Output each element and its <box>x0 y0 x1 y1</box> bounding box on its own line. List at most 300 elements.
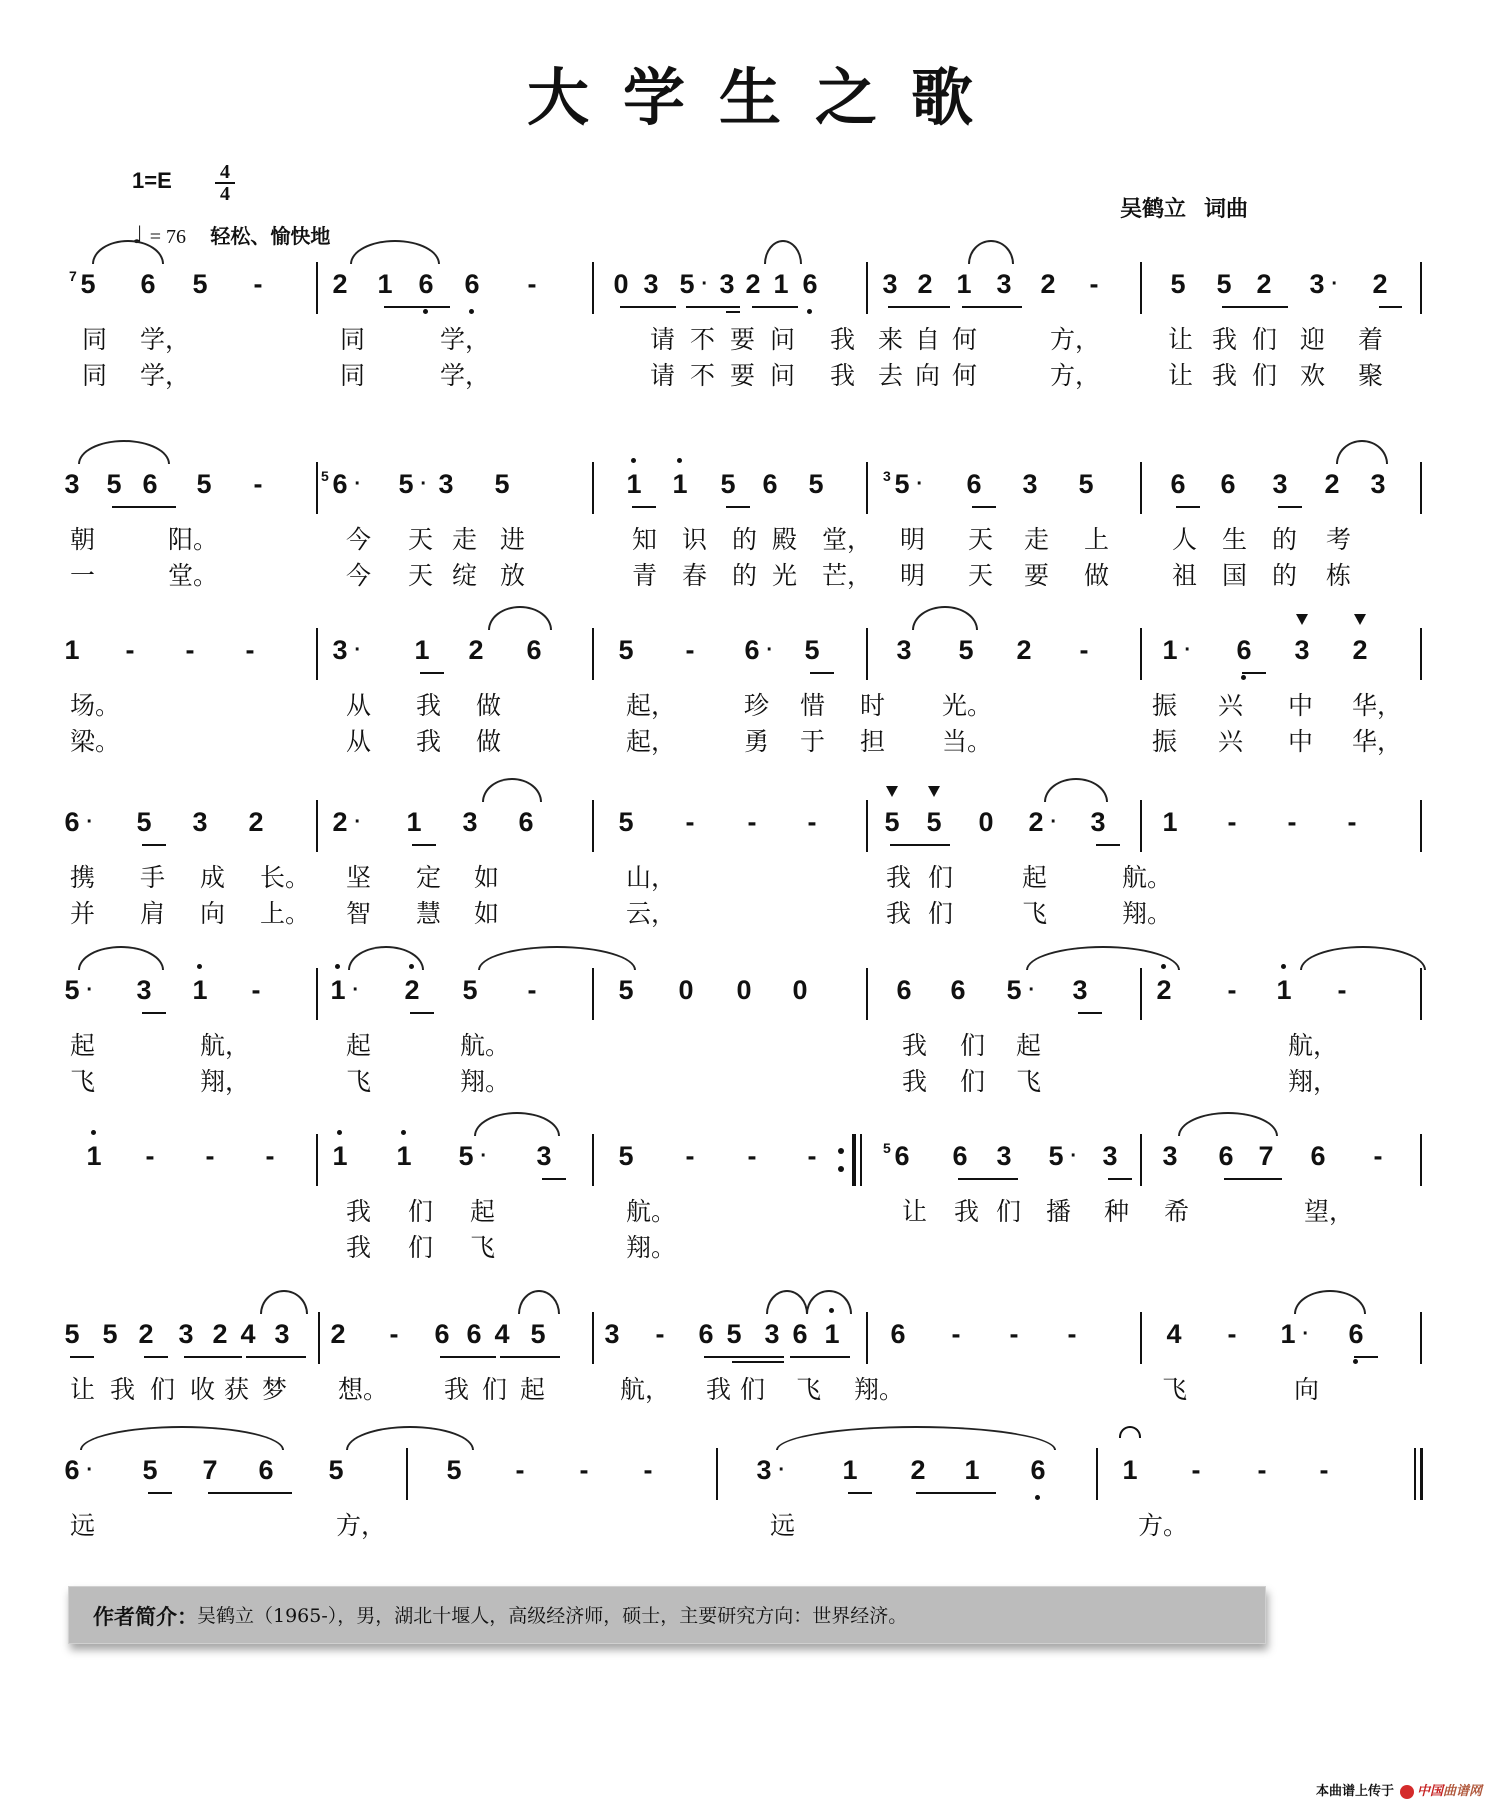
beam-underline <box>888 306 950 308</box>
tempo-marking <box>132 220 330 249</box>
note: 1 <box>1162 807 1178 837</box>
note: 5 <box>102 1319 118 1349</box>
beam-underline <box>1224 1178 1282 1180</box>
lyric-syllable: 让 <box>70 1375 96 1404</box>
lyric-syllable: 堂， <box>822 525 873 554</box>
sustain-dash: - <box>125 635 135 665</box>
barline <box>1140 1134 1142 1186</box>
lyric-syllable: 我 <box>886 899 912 928</box>
beam-underline <box>958 1178 1018 1180</box>
beam-underline <box>962 306 1022 308</box>
note: 1 <box>621 464 647 504</box>
lyric-syllable: 起 <box>70 1031 96 1060</box>
lyric-syllable: 放 <box>500 561 526 590</box>
beam-underline <box>1078 1012 1102 1014</box>
sustain-dash: - <box>807 807 817 837</box>
beam-underline <box>1108 1178 1132 1180</box>
lyric-syllable: 长。 <box>260 863 311 892</box>
lyric-syllable: 们 <box>1252 361 1278 390</box>
note: 4 <box>240 1319 256 1349</box>
note: 5 <box>618 1141 634 1171</box>
note: 5 <box>1216 269 1232 299</box>
barline <box>1420 1312 1422 1364</box>
lyric-syllable: 们 <box>408 1233 434 1262</box>
low-octave-dot <box>1241 675 1246 680</box>
lyric-syllable: 问 <box>770 325 796 354</box>
beam-underline <box>500 1356 560 1358</box>
note: 2 · <box>327 802 353 842</box>
high-octave-dot <box>401 1130 406 1135</box>
note: 3 <box>996 269 1012 299</box>
upload-footer[interactable] <box>1316 1780 1482 1799</box>
beam-underline <box>1278 506 1302 508</box>
note: 6 <box>142 469 158 499</box>
lyric-syllable: 一 <box>70 561 96 590</box>
lyric-syllable: 们 <box>960 1031 986 1060</box>
note: 3 <box>462 807 478 837</box>
lyric-syllable: 我 <box>1212 361 1238 390</box>
note: 1 <box>1271 970 1297 1010</box>
beam-underline <box>410 1012 434 1014</box>
barline <box>1420 968 1422 1020</box>
lyric-syllable: 们 <box>928 899 954 928</box>
quarter-note-icon: ♩ <box>132 221 144 249</box>
repeat-dots <box>838 1140 844 1184</box>
lyric-syllable: 们 <box>482 1375 508 1404</box>
sustain-dash: - <box>1227 975 1237 1005</box>
barline <box>1140 1312 1142 1364</box>
note: 5 <box>136 807 152 837</box>
upload-label: 本曲谱上传于 <box>1315 1784 1394 1799</box>
slur-arc <box>1294 1290 1366 1314</box>
lyric-syllable: 方， <box>1050 361 1101 390</box>
augmentation-dot: · <box>701 273 708 295</box>
score-system <box>0 968 1500 1118</box>
note: 2 <box>138 1319 154 1349</box>
note: 6 <box>526 635 542 665</box>
note: 5 <box>192 269 208 299</box>
sustain-dash: - <box>685 1141 695 1171</box>
note: 0 <box>736 975 752 1005</box>
augmentation-dot: · <box>1050 811 1057 833</box>
lyric-syllable: 国 <box>1222 561 1248 590</box>
note: 6 · <box>739 630 765 670</box>
note: 3 <box>896 635 912 665</box>
note: 5 <box>328 1455 344 1485</box>
accent-icon <box>928 786 940 797</box>
lyric-syllable: 不 <box>690 325 716 354</box>
note: 5 · <box>1043 1136 1069 1176</box>
lyric-syllable: 们 <box>960 1067 986 1096</box>
slur-arc <box>518 1290 560 1314</box>
sustain-dash: - <box>205 1141 215 1171</box>
lyric-syllable: 的 <box>732 525 758 554</box>
lyric-syllable: 走 <box>1024 525 1050 554</box>
lyric-syllable: 识 <box>682 525 708 554</box>
lyric-syllable: 天 <box>968 561 994 590</box>
note: 6 <box>1170 469 1186 499</box>
lyric-syllable: 让 <box>902 1197 928 1226</box>
score-system <box>0 1448 1500 1598</box>
lyric-syllable: 播 <box>1046 1197 1072 1226</box>
note: 1 <box>406 807 422 837</box>
lyric-syllable: 学， <box>140 325 191 354</box>
note: 6 <box>140 269 156 299</box>
lyric-syllable: 航。 <box>460 1031 511 1060</box>
lyric-syllable: 上。 <box>260 899 311 928</box>
sustain-dash: - <box>579 1455 589 1485</box>
note: 3 <box>1162 1141 1178 1171</box>
lyric-syllable: 天 <box>408 561 434 590</box>
beam-underline <box>810 672 834 674</box>
lyric-syllable: 飞 <box>70 1067 96 1096</box>
high-octave-dot <box>197 964 202 969</box>
lyric-syllable: 自 <box>915 325 941 354</box>
beam-underline <box>440 1356 496 1358</box>
slur-arc <box>1336 440 1388 464</box>
lyric-syllable: 来 <box>878 325 904 354</box>
barline <box>1420 628 1422 680</box>
lyric-syllable: 飞 <box>346 1067 372 1096</box>
lyric-syllable: 光 <box>772 561 798 590</box>
lyric-syllable: 们 <box>996 1197 1022 1226</box>
lyric-syllable: 珍 <box>744 691 770 720</box>
time-signature-bottom: 4 <box>220 183 230 205</box>
final-barline-thin <box>1414 1448 1416 1500</box>
lyric-syllable: 振 <box>1152 727 1178 756</box>
note: 5 · 3 <box>889 464 915 504</box>
note: 6 <box>258 1455 274 1485</box>
note: 6 <box>1025 1450 1051 1490</box>
note: 5 · <box>674 264 700 304</box>
augmentation-dot: · <box>354 473 361 495</box>
final-barline-thick <box>1420 1448 1423 1500</box>
lyric-syllable: 中 <box>1288 691 1314 720</box>
beam-underline <box>112 506 176 508</box>
lyric-syllable: 进 <box>500 525 526 554</box>
lyric-syllable: 不 <box>690 361 716 390</box>
note: 6 <box>698 1319 714 1349</box>
note: 6 <box>434 1319 450 1349</box>
note: 6 <box>896 975 912 1005</box>
author-bio-box <box>68 1586 1266 1644</box>
lyric-syllable: 望， <box>1304 1197 1355 1226</box>
sustain-dash: - <box>389 1319 399 1349</box>
note: 2 <box>1372 269 1388 299</box>
note: 3 <box>719 269 735 299</box>
note: 2 <box>910 1455 926 1485</box>
lyric-syllable: 要 <box>1024 561 1050 590</box>
note: 5 <box>196 469 212 499</box>
barline <box>1140 262 1142 314</box>
note: 2 <box>1347 630 1373 670</box>
lyric-syllable: 人 <box>1172 525 1198 554</box>
sustain-dash: - <box>1227 1319 1237 1349</box>
lyric-syllable: 智 <box>346 899 372 928</box>
lyric-syllable: 青 <box>632 561 658 590</box>
lyric-syllable: 中 <box>1288 727 1314 756</box>
beam-underline <box>790 1356 850 1358</box>
site-name-part1: 中国 <box>1416 1784 1443 1799</box>
note: 1 <box>377 269 393 299</box>
beam-underline <box>972 506 996 508</box>
lyric-syllable: 航。 <box>1122 863 1173 892</box>
beam-underline <box>686 306 740 308</box>
note: 2 <box>745 269 761 299</box>
lyric-syllable: 我 <box>110 1375 136 1404</box>
note: 5 <box>618 807 634 837</box>
lyric-syllable: 我 <box>830 325 856 354</box>
note: 6 · <box>59 802 85 842</box>
beam-underline <box>70 1356 94 1358</box>
note: 3 <box>1090 807 1106 837</box>
beam-underline <box>148 1492 172 1494</box>
high-octave-dot <box>631 458 636 463</box>
repeat-barline <box>852 1134 856 1186</box>
bio-label: 作者简介： <box>93 1605 198 1629</box>
lyric-syllable: 梁。 <box>70 727 121 756</box>
high-octave-dot <box>91 1130 96 1135</box>
note: 1 <box>414 635 430 665</box>
lyric-syllable: 翔， <box>1288 1067 1339 1096</box>
sustain-dash: - <box>1287 807 1297 837</box>
augmentation-dot: · <box>86 811 93 833</box>
lyric-syllable: 飞 <box>470 1233 496 1262</box>
beam-underline <box>916 1492 996 1494</box>
note: 3 <box>64 469 80 499</box>
lyric-syllable: 学， <box>140 361 191 390</box>
sustain-dash: - <box>145 1141 155 1171</box>
lyric-syllable: 们 <box>740 1375 766 1404</box>
lyric-syllable: 航， <box>620 1375 671 1404</box>
lyric-syllable: 梦 <box>262 1375 288 1404</box>
grace-note: 5 <box>321 468 329 484</box>
note: 3 <box>192 807 208 837</box>
key-signature: 1=E <box>132 168 172 193</box>
note: 3 <box>1072 975 1088 1005</box>
lyric-syllable: 翔。 <box>854 1375 905 1404</box>
sustain-dash: - <box>1227 807 1237 837</box>
lyric-syllable: 去 <box>878 361 904 390</box>
lyric-syllable: 如 <box>474 863 500 892</box>
expression-marking: 轻松、愉快地 <box>210 224 331 248</box>
lyric-syllable: 们 <box>150 1375 176 1404</box>
sustain-dash: - <box>1191 1455 1201 1485</box>
beam-underline <box>726 506 750 508</box>
lyric-syllable: 飞 <box>1022 899 1048 928</box>
note: 3 <box>764 1319 780 1349</box>
lyric-syllable: 的 <box>1272 525 1298 554</box>
lyric-syllable: 考 <box>1326 525 1352 554</box>
barline <box>1096 1448 1098 1500</box>
lyric-syllable: 从 <box>346 691 372 720</box>
sustain-dash: - <box>1373 1141 1383 1171</box>
lyric-syllable: 天 <box>408 525 434 554</box>
note: 0 <box>613 269 629 299</box>
lyric-syllable: 航， <box>1288 1031 1339 1060</box>
augmentation-dot: · <box>86 1459 93 1481</box>
beam-underline <box>246 1356 306 1358</box>
note: 6 <box>952 1141 968 1171</box>
slur-arc <box>1044 778 1108 802</box>
lyric-syllable: 飞 <box>1016 1067 1042 1096</box>
sustain-dash: - <box>1347 807 1357 837</box>
lyric-syllable: 远 <box>770 1511 796 1540</box>
note: 5 <box>1078 469 1094 499</box>
grace-note: 3 <box>883 468 891 484</box>
lyric-syllable: 翔。 <box>1122 899 1173 928</box>
high-octave-dot <box>1281 964 1286 969</box>
note: 5 <box>958 635 974 665</box>
low-octave-dot <box>469 309 474 314</box>
lyric-syllable: 做 <box>476 691 502 720</box>
beam-underline <box>848 1492 872 1494</box>
barline <box>1140 968 1142 1020</box>
lyric-syllable: 何 <box>952 325 978 354</box>
lyric-syllable: 华， <box>1352 727 1403 756</box>
sustain-dash: - <box>245 635 255 665</box>
lyric-syllable: 请 <box>650 361 676 390</box>
sustain-dash: - <box>685 807 695 837</box>
note: 1 · <box>1157 630 1183 670</box>
lyric-syllable: 山， <box>626 863 677 892</box>
note: 2 <box>1016 635 1032 665</box>
lyric-syllable: 学， <box>440 325 491 354</box>
score-system <box>0 628 1500 778</box>
lyric-syllable: 的 <box>1272 561 1298 590</box>
lyric-syllable: 兴 <box>1218 691 1244 720</box>
sustain-dash: - <box>527 975 537 1005</box>
note: 3 <box>1370 469 1386 499</box>
beam-underline <box>384 306 450 308</box>
lyric-syllable: 我 <box>416 727 442 756</box>
lyric-syllable: 欢 <box>1300 361 1326 390</box>
lyric-syllable: 明 <box>900 561 926 590</box>
beam-underline <box>704 1356 784 1358</box>
lyric-syllable: 同 <box>340 361 366 390</box>
lyric-syllable: 光。 <box>942 691 993 720</box>
note: 5 <box>720 469 736 499</box>
note: 6 <box>1220 469 1236 499</box>
note: 6 <box>792 1319 808 1349</box>
accent-icon <box>1296 614 1308 625</box>
note: 5 · <box>393 464 419 504</box>
lyric-syllable: 航。 <box>626 1197 677 1226</box>
sustain-dash: - <box>1009 1319 1019 1349</box>
lyric-syllable: 要 <box>730 325 756 354</box>
note: 5 <box>530 1319 546 1349</box>
note: 5 <box>921 802 947 842</box>
note: 2 <box>1040 269 1056 299</box>
note: 1 <box>327 1136 353 1176</box>
slur-arc <box>764 240 802 264</box>
note: 2 <box>468 635 484 665</box>
note: 2 · <box>1023 802 1049 842</box>
lyric-syllable: 同 <box>340 325 366 354</box>
lyric-syllable: 并 <box>70 899 96 928</box>
lyric-syllable: 我 <box>706 1375 732 1404</box>
lyric-syllable: 起， <box>626 727 677 756</box>
barline <box>316 800 318 852</box>
beam-underline <box>184 1356 242 1358</box>
lyric-syllable: 上 <box>1084 525 1110 554</box>
note: 4 <box>494 1319 510 1349</box>
bio-text: 吴鹤立（1965-），男，湖北十堰人，高级经济师，硕士，主要研究方向：世界经济。 <box>197 1605 908 1627</box>
low-octave-dot <box>1035 1495 1040 1500</box>
note: 3 <box>136 975 152 1005</box>
lyric-syllable: 向 <box>200 899 226 928</box>
lyric-syllable: 聚 <box>1358 361 1384 390</box>
tempo-value: = 76 <box>149 226 186 248</box>
lyric-syllable: 飞 <box>796 1375 822 1404</box>
beam-underline <box>1096 844 1120 846</box>
note: 6 <box>966 469 982 499</box>
note: 5 · <box>59 970 85 1010</box>
lyric-syllable: 栋 <box>1326 561 1352 590</box>
note: 1 <box>187 970 213 1010</box>
sustain-dash: - <box>747 807 757 837</box>
augmentation-dot: · <box>480 1145 487 1167</box>
barline <box>1140 628 1142 680</box>
note: 6 · <box>59 1450 85 1490</box>
accent-icon <box>886 786 898 797</box>
sustain-dash: - <box>527 269 537 299</box>
note: 3 · <box>751 1450 777 1490</box>
lyric-syllable: 让 <box>1168 325 1194 354</box>
lyric-syllable: 起 <box>346 1031 372 1060</box>
barline <box>866 968 868 1020</box>
note: 1 <box>391 1136 417 1176</box>
sustain-dash: - <box>265 1141 275 1171</box>
note: 2 <box>212 1319 228 1349</box>
lyric-syllable: 我 <box>902 1031 928 1060</box>
score-system <box>0 462 1500 612</box>
beam-underline <box>142 1012 166 1014</box>
barline <box>316 262 318 314</box>
note: 3 <box>1272 469 1288 499</box>
lyric-syllable: 惜 <box>800 691 826 720</box>
lyric-syllable: 航， <box>200 1031 251 1060</box>
sustain-dash: - <box>655 1319 665 1349</box>
lyric-syllable: 起 <box>470 1197 496 1226</box>
lyric-syllable: 担 <box>860 727 886 756</box>
augmentation-dot: · <box>86 979 93 1001</box>
note: 5 <box>106 469 122 499</box>
note: 6 <box>890 1319 906 1349</box>
note: 3 <box>996 1141 1012 1171</box>
beam-underline <box>1379 306 1402 308</box>
note: 5 <box>618 975 634 1005</box>
lyric-syllable: 做 <box>476 727 502 756</box>
beam-underline-double <box>726 311 740 313</box>
lyric-syllable: 殿 <box>772 525 798 554</box>
lyric-syllable: 们 <box>408 1197 434 1226</box>
lyric-syllable: 坚 <box>346 863 372 892</box>
score-system <box>0 800 1500 950</box>
lyric-syllable: 同 <box>82 361 108 390</box>
note: 3 · <box>1304 264 1330 304</box>
augmentation-dot: · <box>354 639 361 661</box>
barline <box>592 628 594 680</box>
low-octave-dot <box>807 309 812 314</box>
note: 5 <box>446 1455 462 1485</box>
beam-underline <box>1242 672 1266 674</box>
beam-underline <box>632 506 656 508</box>
note: 0 <box>792 975 808 1005</box>
note: 5 <box>879 802 905 842</box>
lyric-syllable: 方， <box>1050 325 1101 354</box>
note: 5 <box>726 1319 742 1349</box>
